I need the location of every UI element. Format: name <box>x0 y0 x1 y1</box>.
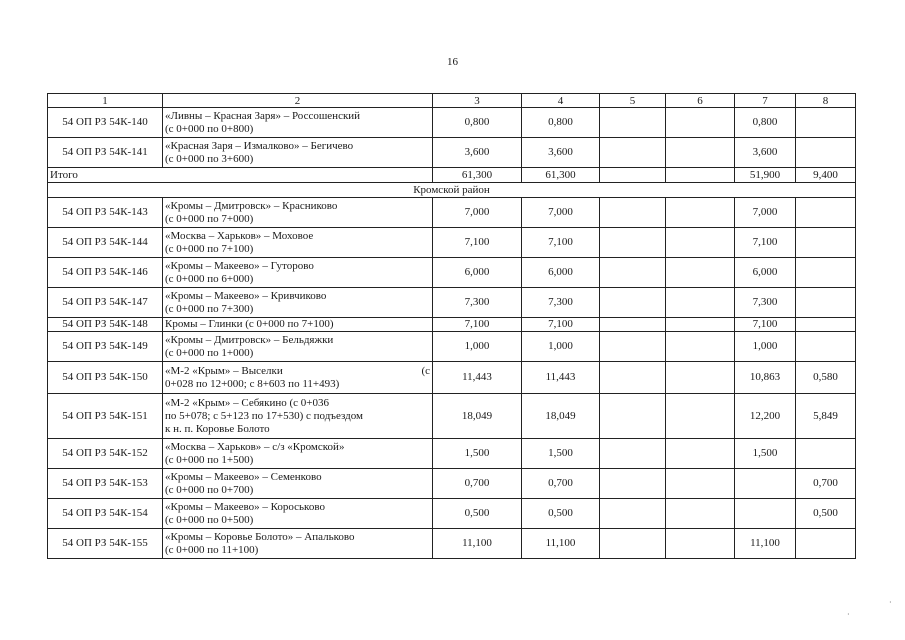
road-name-line: (с 0+000 по 7+100) <box>165 242 254 255</box>
road-name <box>163 439 433 469</box>
road-name <box>163 138 433 168</box>
value-cell: 12,200 <box>735 394 796 439</box>
road-name-line: (с 0+000 по 1+000) <box>165 346 254 359</box>
scan-mark: · <box>847 610 850 619</box>
value-cell <box>796 439 856 469</box>
value-cell: 6,000 <box>433 258 522 288</box>
road-name-line: «Кромы – Макеево» – Гуторово <box>165 259 314 272</box>
road-name-line: Кромы – Глинки (с 0+000 по 7+100) <box>165 318 334 330</box>
road-name-line: «М-2 «Крым» – Себякино (с 0+036 <box>165 396 329 409</box>
value-cell <box>796 228 856 258</box>
value-cell: 11,100 <box>522 529 600 559</box>
value-cell <box>600 469 666 499</box>
value-cell: 7,100 <box>433 318 522 332</box>
road-code: 54 ОП РЗ 54К-148 <box>48 318 163 332</box>
table-row <box>48 499 856 529</box>
value-cell: 61,300 <box>522 168 600 183</box>
road-name-line: (с 0+000 по 0+700) <box>165 483 254 496</box>
value-cell <box>600 138 666 168</box>
value-cell <box>735 499 796 529</box>
road-name-line: (с 0+000 по 1+500) <box>165 453 254 466</box>
value-cell: 3,600 <box>522 138 600 168</box>
table-row <box>48 198 856 228</box>
value-cell: 11,100 <box>735 529 796 559</box>
value-cell: 7,300 <box>735 288 796 318</box>
road-code: 54 ОП РЗ 54К-141 <box>48 138 163 168</box>
value-cell <box>796 288 856 318</box>
value-cell <box>666 228 735 258</box>
road-name <box>163 332 433 362</box>
value-cell: 11,443 <box>522 362 600 394</box>
value-cell: 1,000 <box>735 332 796 362</box>
road-name-line: «Москва – Харьков» – Моховое <box>165 229 314 242</box>
value-cell <box>666 288 735 318</box>
value-cell <box>666 439 735 469</box>
value-cell <box>600 529 666 559</box>
road-name-line: (с 0+000 по 3+600) <box>165 152 254 165</box>
value-cell: 1,500 <box>522 439 600 469</box>
value-cell <box>666 394 735 439</box>
road-name <box>163 362 433 394</box>
value-cell: 7,100 <box>735 228 796 258</box>
value-cell <box>600 318 666 332</box>
value-cell <box>666 332 735 362</box>
value-cell: 11,100 <box>433 529 522 559</box>
value-cell: 1,500 <box>433 439 522 469</box>
value-cell: 3,600 <box>735 138 796 168</box>
value-cell <box>666 138 735 168</box>
value-cell: 9,400 <box>796 168 856 183</box>
road-name-line: «Кромы – Макеево» – Семенково <box>165 470 322 483</box>
district-row <box>48 183 856 198</box>
column-header: 5 <box>600 94 666 108</box>
value-cell: 7,300 <box>522 288 600 318</box>
value-cell: 1,000 <box>433 332 522 362</box>
value-cell: 0,580 <box>796 362 856 394</box>
road-name <box>163 394 433 439</box>
value-cell <box>600 258 666 288</box>
road-name-line: (с 0+000 по 7+000) <box>165 212 254 225</box>
value-cell: 7,300 <box>433 288 522 318</box>
value-cell <box>600 288 666 318</box>
road-name-line: «Москва – Харьков» – с/з «Кромской» <box>165 440 345 453</box>
value-cell <box>666 469 735 499</box>
table-row <box>48 439 856 469</box>
value-cell <box>666 168 735 183</box>
road-code: 54 ОП РЗ 54К-152 <box>48 439 163 469</box>
page-number: 16 <box>447 56 458 68</box>
road-name-line: (с 0+000 по 0+800) <box>165 122 254 135</box>
value-cell <box>666 198 735 228</box>
value-cell: 1,500 <box>735 439 796 469</box>
value-cell: 6,000 <box>735 258 796 288</box>
scan-mark: · <box>889 598 892 607</box>
total-label: Итого <box>48 168 433 183</box>
value-cell <box>600 228 666 258</box>
value-cell: 18,049 <box>522 394 600 439</box>
value-cell: 0,500 <box>796 499 856 529</box>
road-name-line <box>165 365 430 378</box>
value-cell: 0,800 <box>522 108 600 138</box>
road-name-line: (с 0+000 по 0+500) <box>165 513 254 526</box>
value-cell <box>600 394 666 439</box>
value-cell: 18,049 <box>433 394 522 439</box>
road-code: 54 ОП РЗ 54К-143 <box>48 198 163 228</box>
road-name-text: «М-2 «Крым» – Выселки <box>165 364 283 377</box>
value-cell <box>600 439 666 469</box>
value-cell: 61,300 <box>433 168 522 183</box>
road-name <box>163 469 433 499</box>
table-row <box>48 469 856 499</box>
value-cell <box>666 529 735 559</box>
value-cell: 7,100 <box>735 318 796 332</box>
value-cell: 0,500 <box>433 499 522 529</box>
table-body <box>48 94 856 559</box>
column-header: 4 <box>522 94 600 108</box>
column-header-row <box>48 94 856 108</box>
road-code: 54 ОП РЗ 54К-154 <box>48 499 163 529</box>
road-name <box>163 499 433 529</box>
value-cell: 7,000 <box>433 198 522 228</box>
road-name <box>163 288 433 318</box>
value-cell <box>600 332 666 362</box>
value-cell <box>666 318 735 332</box>
total-row <box>48 168 856 183</box>
value-cell <box>600 499 666 529</box>
value-cell: 10,863 <box>735 362 796 394</box>
table-row <box>48 394 856 439</box>
value-cell: 5,849 <box>796 394 856 439</box>
value-cell <box>600 362 666 394</box>
road-name-line: «Кромы – Макеево» – Кривчиково <box>165 289 327 302</box>
value-cell: 3,600 <box>433 138 522 168</box>
road-name <box>163 258 433 288</box>
table-row <box>48 138 856 168</box>
value-cell: 0,500 <box>522 499 600 529</box>
value-cell: 7,000 <box>522 198 600 228</box>
road-code: 54 ОП РЗ 54К-144 <box>48 228 163 258</box>
road-name-line: «Кромы – Коровье Болото» – Апальково <box>165 530 355 543</box>
road-name-line: к н. п. Коровье Болото <box>165 422 270 435</box>
value-cell <box>796 332 856 362</box>
road-code: 54 ОП РЗ 54К-155 <box>48 529 163 559</box>
table-row <box>48 228 856 258</box>
table-row <box>48 362 856 394</box>
table-row <box>48 529 856 559</box>
value-cell <box>600 168 666 183</box>
roads-table <box>47 93 856 559</box>
value-cell <box>666 499 735 529</box>
value-cell: 7,100 <box>433 228 522 258</box>
value-cell: 11,443 <box>433 362 522 394</box>
road-name-line: (с 0+000 по 7+300) <box>165 302 254 315</box>
column-header: 3 <box>433 94 522 108</box>
table-row <box>48 318 856 332</box>
value-cell: 6,000 <box>522 258 600 288</box>
value-cell <box>796 318 856 332</box>
value-cell <box>666 362 735 394</box>
road-name-line: (с 0+000 по 11+100) <box>165 543 259 556</box>
road-name <box>163 318 433 332</box>
value-cell <box>796 198 856 228</box>
value-cell: 7,000 <box>735 198 796 228</box>
value-cell <box>666 108 735 138</box>
road-name <box>163 228 433 258</box>
value-cell: 0,700 <box>796 469 856 499</box>
district-name: Кромской район <box>48 183 856 198</box>
value-cell: 0,700 <box>522 469 600 499</box>
column-header: 7 <box>735 94 796 108</box>
table-row <box>48 258 856 288</box>
road-name-line: «Кромы – Макеево» – Короськово <box>165 500 325 513</box>
road-code: 54 ОП РЗ 54К-149 <box>48 332 163 362</box>
value-cell: 0,800 <box>735 108 796 138</box>
road-code: 54 ОП РЗ 54К-151 <box>48 394 163 439</box>
table-row <box>48 288 856 318</box>
value-cell <box>666 258 735 288</box>
road-name-line: (с 0+000 по 6+000) <box>165 272 254 285</box>
value-cell <box>735 469 796 499</box>
road-name-line: «Ливны – Красная Заря» – Россошенский <box>165 109 361 122</box>
value-cell <box>796 138 856 168</box>
road-name <box>163 529 433 559</box>
value-cell: 7,100 <box>522 228 600 258</box>
road-code: 54 ОП РЗ 54К-150 <box>48 362 163 394</box>
value-cell: 0,700 <box>433 469 522 499</box>
road-name-text: (с <box>421 364 430 377</box>
road-code: 54 ОП РЗ 54К-147 <box>48 288 163 318</box>
road-name-line: 0+028 по 12+000; с 8+603 по 11+493) <box>165 377 340 390</box>
road-name <box>163 108 433 138</box>
road-name-line: по 5+078; с 5+123 по 17+530) с подъездом <box>165 409 363 422</box>
table-row <box>48 108 856 138</box>
column-header: 1 <box>48 94 163 108</box>
road-code: 54 ОП РЗ 54К-140 <box>48 108 163 138</box>
column-header: 6 <box>666 94 735 108</box>
value-cell <box>796 529 856 559</box>
value-cell <box>600 108 666 138</box>
road-code: 54 ОП РЗ 54К-146 <box>48 258 163 288</box>
column-header: 8 <box>796 94 856 108</box>
value-cell <box>796 258 856 288</box>
value-cell: 7,100 <box>522 318 600 332</box>
road-name-line: «Кромы – Дмитровск» – Красниково <box>165 199 338 212</box>
value-cell: 51,900 <box>735 168 796 183</box>
value-cell: 0,800 <box>433 108 522 138</box>
road-name-line: «Кромы – Дмитровск» – Бельдяжки <box>165 333 334 346</box>
column-header: 2 <box>163 94 433 108</box>
road-name <box>163 198 433 228</box>
value-cell: 1,000 <box>522 332 600 362</box>
road-code: 54 ОП РЗ 54К-153 <box>48 469 163 499</box>
value-cell <box>796 108 856 138</box>
table-row <box>48 332 856 362</box>
road-name-line: «Красная Заря – Измалково» – Бегичево <box>165 139 354 152</box>
value-cell <box>600 198 666 228</box>
